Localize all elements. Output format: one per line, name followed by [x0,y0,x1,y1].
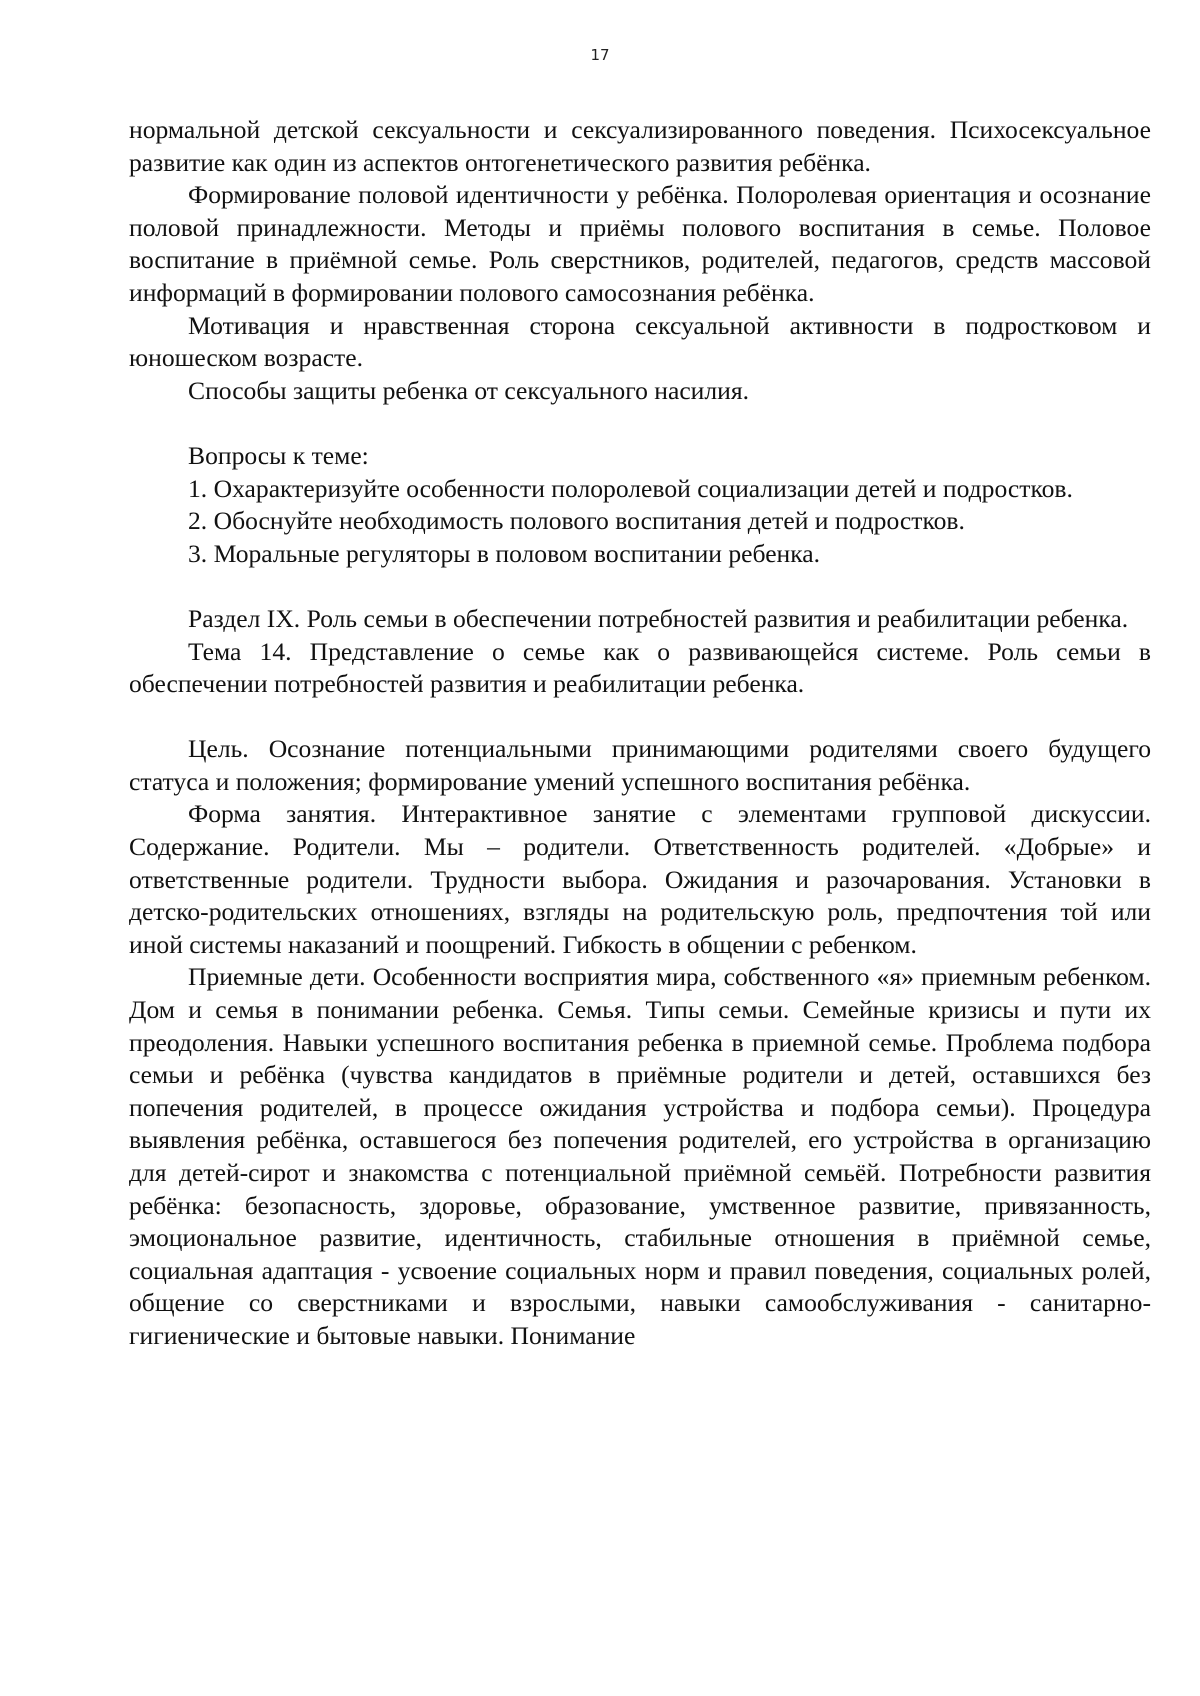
questions-heading: Вопросы к теме: [188,440,369,470]
paragraph-gender-identity: Формирование половой идентичности у ребёнка. Полоролевая ориентация и осознание половой принадлежности. Методы и приёмы полового воспитания в семье. Половое воспитание в приёмной семье. Роль сверстников, родителей, педагогов, средств массовой информаций в формировании полового самосознания ребёнка. [129,180,1151,307]
document-body [129,114,1151,1353]
paragraph-lesson-form: Форма занятия. Интерактивное занятие с элементами групповой дискуссии. Содержание. Родители. Мы – родители. Ответственность родителей. «Добрые» и ответственные родители. Трудности выбора. Ожидания и разочарования. Установки в детско-родительских отношениях, взгляды на родительскую роль, предпочтения той или иной системы наказаний и поощрений. Гибкость в общении с ребенком. [129,799,1151,959]
paragraph-motivation: Мотивация и нравственная сторона сексуальной активности в подростковом и юношеском возрасте. [129,310,1151,373]
blank-line [129,701,1151,734]
blank-line [129,407,1151,440]
topic-title: Тема 14. Представление о семье как о развивающейся системе. Роль семьи в обеспечении потребностей развития и реабилитации ребенка. [129,636,1151,699]
paragraph-continuation: нормальной детской сексуальности и сексуализированного поведения. Психосексуальное развитие как один из аспектов онтогенетического развития ребёнка. [129,115,1151,177]
question-3: 3. Моральные регуляторы в половом воспитании ребенка. [188,538,821,568]
blank-line [129,570,1151,603]
paragraph-protection: Способы защиты ребенка от сексуального насилия. [188,375,750,405]
question-2: 2. Обоснуйте необходимость полового воспитания детей и подростков. [188,506,965,536]
page-number: 17 [590,46,610,64]
section-title: Раздел IX. Роль семьи в обеспечении потребностей развития и реабилитации ребенка. [188,603,1129,633]
paragraph-foster-children: Приемные дети. Особенности восприятия мира, собственного «я» приемным ребенком. Дом и семья в понимании ребенка. Семья. Типы семьи. Семейные кризисы и пути их преодоления. Навыки успешного воспитания ребенка в приемной семье. Проблема подбора семьи и ребёнка (чувства кандидатов в приёмные родители и детей, оставшихся без попечения родителей, в процессе ожидания устройства и подбора семьи). Процедура выявления ребёнка, оставшегося без попечения родителей, его устройства в организацию для детей-сирот и знакомства с потенциальной приёмной семьёй. Потребности развития ребёнка: безопасность, здоровье, образование, умственное развитие, привязанность, эмоциональное развитие, идентичность, стабильные отношения в приёмной семье, социальная адаптация - усвоение социальных норм и правил поведения, социальных ролей, общение со сверстниками и взрослыми, навыки самообслуживания - санитарно-гигиенические и бытовые навыки. Понимание [129,962,1151,1350]
paragraph-goal: Цель. Осознание потенциальными принимающими родителями своего будущего статуса и положения; формирование умений успешного воспитания ребёнка. [129,734,1151,796]
question-1: 1. Охарактеризуйте особенности полоролевой социализации детей и подростков. [188,473,1073,503]
